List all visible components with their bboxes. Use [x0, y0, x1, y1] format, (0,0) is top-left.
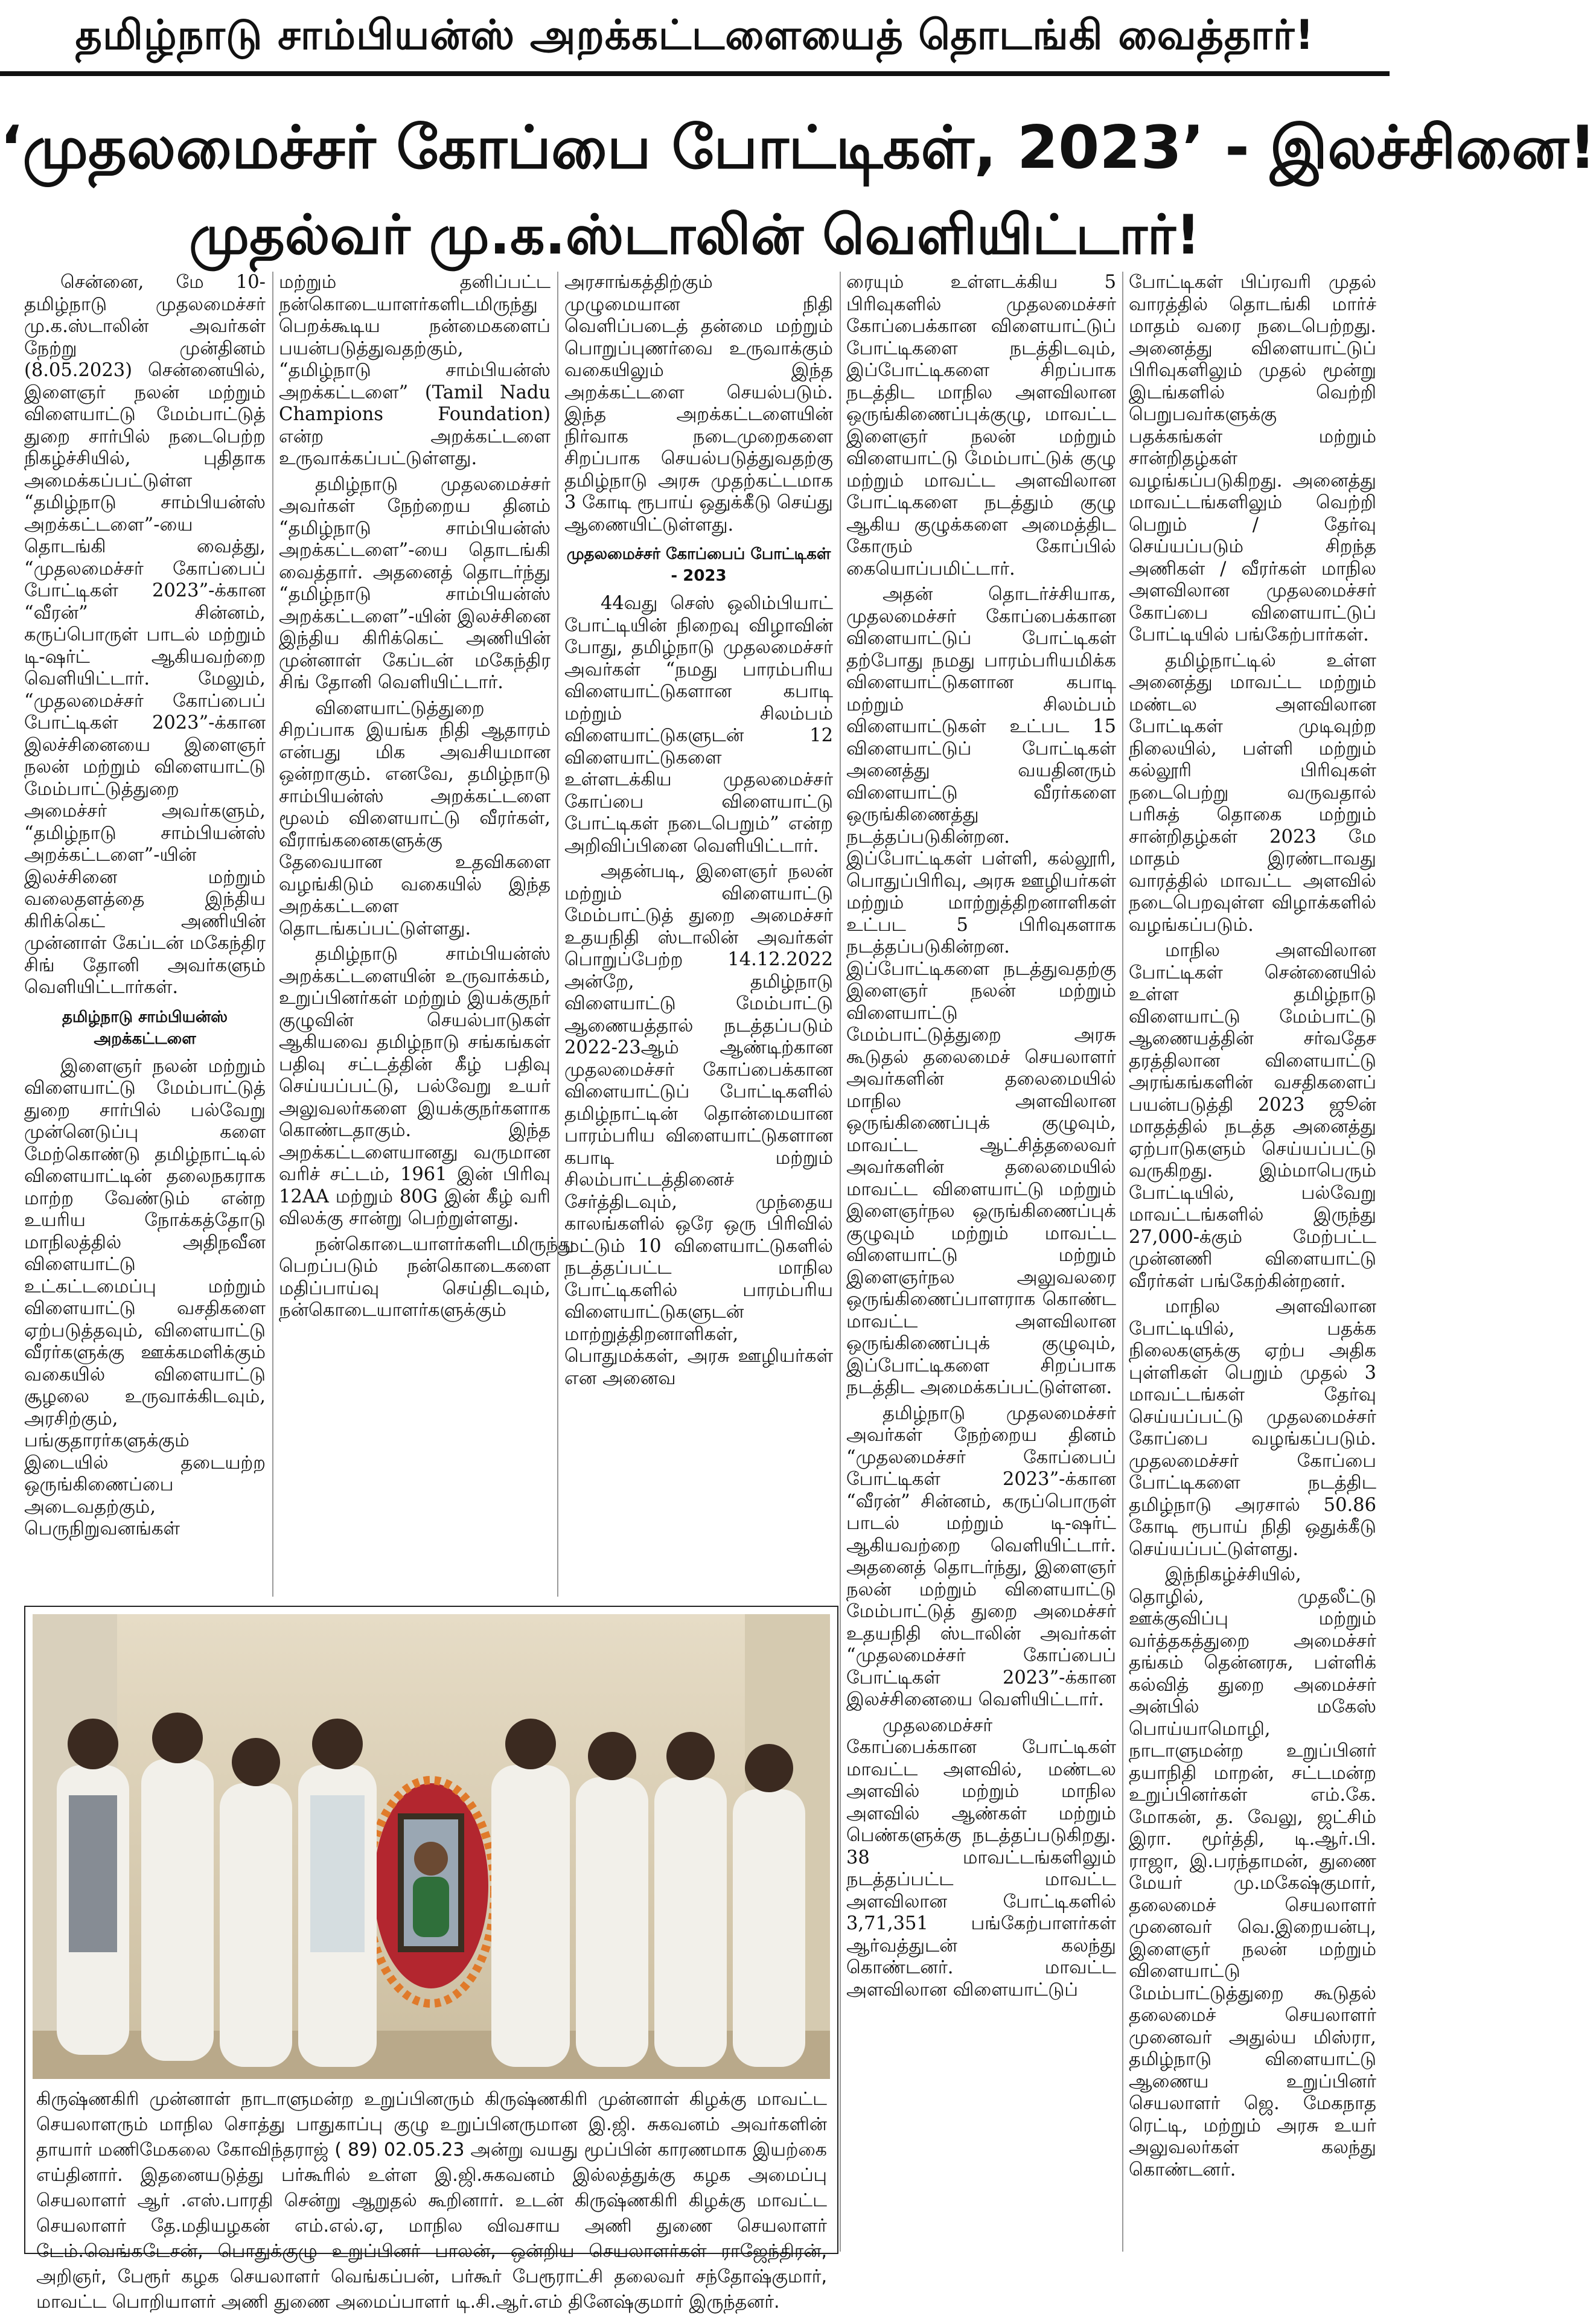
article-paragraph: நன்கொடையாளர்களிடமிருந்து பெறப்படும் நன்கொடைகளை மதிப்பாய்வு செய்திடவும், நன்கொடையாளர்களுக்கும் — [279, 1233, 574, 1321]
kicker-underline — [0, 71, 1390, 76]
main-headline: ‘முதலமைச்சர் கோப்பை போட்டிகள், 2023’ - இலச்சினை! — [0, 113, 1596, 182]
article-paragraph: அதன்படி, இளைஞர் நலன் மற்றும் விளையாட்டு மேம்பாட்டுத் துறை அமைச்சர் உதயநிதி ஸ்டாலின் அவர்கள் பொறுப்பேற்ற 14.12.2022 அன்றே, தமிழ்நாடு விளையாட்டு மேம்பாட்டு ஆணையத்தால் நடத்தப்படும் 2022-23ஆம் ஆண்டிற்கான முதலமைச்சர் கோப்பைக்கான விளையாட்டுப் போட்டிகளில் தமிழ்நாட்டின் தொன்மையான பாரம்பரிய விளையாட்டுகளான கபாடி மற்றும் சிலம்பாட்டத்தினைச் சேர்த்திடவும், முந்தைய காலங்களில் ஒரே ஒரு பிரிவில் மட்டும் 10 விளையாட்டுகளில் நடத்தப்பட்ட மாநில போட்டிகளில் பாரம்பரிய விளையாட்டுகளுடன் மாற்றுத்திறனாளிகள், பொதுமக்கள், அரசு ஊழியர்கள் என அனைவ — [564, 861, 833, 1389]
column-divider — [840, 272, 841, 2252]
article-paragraph: சென்னை, மே 10- தமிழ்நாடு முதலமைச்சர் மு.க.ஸ்டாலின் அவர்கள் நேற்று முன்தினம் (8.05.2023) சென்னையில், இளைஞர் நலன் மற்றும் விளையாட்டு மேம்பாட்டுத் துறை சார்பில் நடைபெற்ற நிகழ்ச்சியில், புதிதாக அமைக்கப்பட்டுள்ள “தமிழ்நாடு சாம்பியன்ஸ் அறக்கட்டளை”-யை தொடங்கி வைத்து, “முதலமைச்சர் கோப்பைப் போட்டிகள் 2023”-க்கான “வீரன்” சின்னம், கருப்பொருள் பாடல் மற்றும் டி-ஷர்ட் ஆகியவற்றை வெளியிட்டார். மேலும், “முதலமைச்சர் கோப்பைப் போட்டிகள் 2023”-க்கான இலச்சினையை இளைஞர் நலன் மற்றும் விளையாட்டு மேம்பாட்டுத்துறை அமைச்சர் அவர்களும், “தமிழ்நாடு சாம்பியன்ஸ் அறக்கட்டளை”-யின் இலச்சினை மற்றும் வலைதளத்தை இந்திய கிரிக்கெட் அணியின் முன்னாள் கேப்டன் மகேந்திர சிங் தோனி அவர்களும் வெளியிட்டார்கள். — [24, 272, 266, 998]
article-column-4 — [846, 272, 1116, 2252]
article-column-2 — [279, 272, 574, 1597]
article-paragraph: தமிழ்நாடு முதலமைச்சர் அவர்கள் நேற்றைய தினம் “முதலமைச்சர் கோப்பைப் போட்டிகள் 2023”-க்கான “வீரன்” சின்னம், கருப்பொருள் பாடல் மற்றும் டி-ஷர்ட் ஆகியவற்றை வெளியிட்டார். அதனைத் தொடர்ந்து, இளைஞர் நலன் மற்றும் விளையாட்டு மேம்பாட்டுத் துறை அமைச்சர் உதயநிதி ஸ்டாலின் அவர்கள் “முதலமைச்சர் கோப்பைப் போட்டிகள் 2023”-க்கான இலச்சினையை வெளியிட்டார். — [846, 1402, 1116, 1710]
article-paragraph: இளைஞர் நலன் மற்றும் விளையாட்டு மேம்பாட்டுத் துறை சார்பில் பல்வேறு முன்னெடுப்பு களை மேற்கொண்டு தமிழ்நாட்டில் விளையாட்டின் தலைநகராக மாற்ற வேண்டும் என்ற உயரிய நோக்கத்தோடு மாநிலத்தில் அதிநவீன விளையாட்டு உட்கட்டமைப்பு மற்றும் விளையாட்டு வசதிகளை ஏற்படுத்தவும், விளையாட்டு வீரர்களுக்கு ஊக்கமளிக்கும் வகையில் விளையாட்டு சூழலை உருவாக்கிடவும், அரசிற்கும், பங்குதாரர்களுக்கும் இடையில் தடையற்ற ஒருங்கிணைப்பை அடைவதற்கும், பெருநிறுவனங்கள் — [24, 1055, 266, 1539]
article-paragraph: அதன் தொடர்ச்சியாக, முதலமைச்சர் கோப்பைக்கான விளையாட்டுப் போட்டிகள் தற்போது நமது பாரம்பரியமிக்க விளையாட்டுகளான கபாடி மற்றும் சிலம்பம் விளையாட்டுகள் உட்பட 15 விளையாட்டுப் போட்டிகள் அனைத்து வயதினரும் விளையாட்டு வீரர்களை ஒருங்கிணைத்து நடத்தப்படுகின்றன. இப்போட்டிகள் பள்ளி, கல்லூரி, பொதுப்பிரிவு, அரசு ஊழியர்கள் மற்றும் மாற்றுத்திறனாளிகள் உட்பட 5 பிரிவுகளாக நடத்தப்படுகின்றன. இப்போட்டிகளை நடத்துவதற்கு இளைஞர் நலன் மற்றும் விளையாட்டு மேம்பாட்டுத்துறை அரசு கூடுதல் தலைமைச் செயலாளர் அவர்களின் தலைமையில் மாநில அளவிலான ஒருங்கிணைப்புக் குழுவும், மாவட்ட ஆட்சித்தலைவர் அவர்களின் தலைமையில் மாவட்ட விளையாட்டு மற்றும் இளைஞர்நல ஒருங்கிணைப்புக் குழுவும் மற்றும் மாவட்ட விளையாட்டு மற்றும் இளைஞர்நல அலுவலரை ஒருங்கிணைப்பாளராக கொண்ட மாவட்ட அளவிலான ஒருங்கிணைப்புக் குழுவும், இப்போட்டிகளை சிறப்பாக நடத்திட அமைக்கப்பட்டுள்ளன. — [846, 584, 1116, 1398]
article-paragraph: மற்றும் தனிப்பட்ட நன்கொடையாளர்களிடமிருந்து பெறக்கூடிய நன்மைகளைப் பயன்படுத்துவதற்கும், “தமிழ்நாடு சாம்பியன்ஸ் அறக்கட்டளை” (Tamil Nadu Champions Foundation) என்ற அறக்கட்டளை உருவாக்கப்பட்டுள்ளது. — [279, 272, 551, 469]
article-paragraph: மாநில அளவிலான போட்டிகள் சென்னையில் உள்ள தமிழ்நாடு விளையாட்டு மேம்பாட்டு ஆணையத்தின் சர்வதேச தரத்திலான விளையாட்டு அரங்கங்களின் வசதிகளைப் பயன்படுத்தி 2023 ஜூன் மாதத்தில் நடத்த அனைத்து ஏற்பாடுகளும் செய்யப்பட்டு வருகிறது. இம்மாபெரும் போட்டியில், பல்வேறு மாவட்டங்களில் இருந்து 27,000-க்கும் மேற்பட்ட முன்னணி விளையாட்டு வீரர்கள் பங்கேற்கின்றனர். — [1129, 940, 1376, 1292]
article-column-5 — [1129, 272, 1376, 2252]
article-paragraph: இந்நிகழ்ச்சியில், தொழில், முதலீட்டு ஊக்குவிப்பு மற்றும் வர்த்தகத்துறை அமைச்சர் தங்கம் தென்னரசு, பள்ளிக் கல்வித் துறை அமைச்சர் அன்பில் மகேஸ் பொய்யாமொழி, நாடாளுமன்ற உறுப்பினர் தயாநிதி மாறன், சட்டமன்ற உறுப்பினர்கள் எம்.கே. மோகன், த. வேலு, ஜட்சிம் இரா. மூர்த்தி, டி.ஆர்.பி. ராஜா, இ.பரந்தாமன், துணை மேயர் மு.மகேஷ்குமார், தலைமைச் செயலாளர் முனைவர் வெ.இறையன்பு, இளைஞர் நலன் மற்றும் விளையாட்டு மேம்பாட்டுத்துறை கூடுதல் தலைமைச் செயலாளர் முனைவர் அதுல்ய மிஸ்ரா, தமிழ்நாடு விளையாட்டு ஆணைய உறுப்பினர் செயலாளர் ஜெ. மேகநாத ரெட்டி, மற்றும் அரசு உயர் அலுவலர்கள் கலந்து கொண்டனர். — [1129, 1564, 1376, 2180]
framed-portrait — [368, 1780, 494, 2004]
photo-feature-box — [24, 1606, 838, 2313]
article-paragraph: தமிழ்நாடு முதலமைச்சர் அவர்கள் நேற்றைய தினம் “தமிழ்நாடு சாம்பியன்ஸ் அறக்கட்டளை”-யை தொடங்கி வைத்தார். அதனைத் தொடர்ந்து “தமிழ்நாடு சாம்பியன்ஸ் அறக்கட்டளை”-யின் இலச்சினை இந்திய கிரிக்கெட் அணியின் முன்னாள் கேப்டன் மகேந்திர சிங் தோனி வெளியிட்டார். — [279, 473, 551, 693]
column-divider — [1122, 272, 1123, 2252]
article-paragraph: விளையாட்டுத்துறை சிறப்பாக இயங்க நிதி ஆதாரம் என்பது மிக அவசியமான ஒன்றாகும். எனவே, தமிழ்நாடு சாம்பியன்ஸ் அறக்கட்டளை மூலம் விளையாட்டு வீரர்கள், வீராங்கனைகளுக்கு தேவையான உதவிகளை வழங்கிடும் வகையில் இந்த அறக்கட்டளை தொடங்கப்பட்டுள்ளது. — [279, 697, 551, 939]
photo-caption: கிருஷ்ணகிரி முன்னாள் நாடாளுமன்ற உறுப்பினரும் கிருஷ்ணகிரி முன்னாள் கிழக்கு மாவட்ட செயலாளரும் மாநில சொத்து பாதுகாப்பு குழு உறுப்பினருமான இ.ஜி. சுகவனம் அவர்களின் தாயார் மணிமேகலை கோவிந்தராஜ் ( 89) 02.05.23 அன்று வயது மூப்பின் காரணமாக இயற்கை எய்தினார். இதனையடுத்து பர்கூரில் உள்ள இ.ஜி.சுகவனம் இல்லத்துக்கு கழக அமைப்பு செயலாளர் ஆர் .எஸ்.பாரதி சென்று ஆறுதல் கூறினார். உடன் கிருஷ்ணகிரி கிழக்கு மாவட்ட செயலாளர் தே.மதியழகன் எம்.எல்.ஏ, மாநில விவசாய அணி துணை செயலாளர் டேம்.வெங்கடேசன், பொதுக்குழு உறுப்பினர் பாலன், ஒன்றிய செயலாளர்கள் ராஜேந்திரன், அறிஞர், பேரூர் கழக செயலாளர் வெங்கப்பன், பர்கூர் பேரூராட்சி தலைவர் சந்தோஷ்குமார், மாவட்ட பொறியாளர் அணி துணை அமைப்பாளர் டி.சி.ஆர்.எம் தினேஷ்குமார் இருந்தனர். — [36, 2089, 827, 2313]
article-paragraph: மாநில அளவிலான போட்டியில், பதக்க நிலைகளுக்கு ஏற்ப அதிக புள்ளிகள் பெறும் முதல் 3 மாவட்டங்கள் தேர்வு செய்யப்பட்டு முதலமைச்சர் கோப்பை வழங்கப்படும். முதலமைச்சர் கோப்பை போட்டிகளை நடத்திட தமிழ்நாடு அரசால் 50.86 கோடி ரூபாய் நிதி ஒதுக்கீடு செய்யப்பட்டுள்ளது. — [1129, 1296, 1376, 1560]
column-divider — [272, 272, 273, 1597]
sub-headline: முதல்வர் மு.க.ஸ்டாலின் வெளியிட்டார்! — [189, 203, 1201, 267]
article-column-3 — [564, 272, 833, 1597]
article-column-1 — [24, 272, 266, 1597]
article-paragraph: அரசாங்கத்திற்கும் முழுமையான நிதி வெளிப்படைத் தன்மை மற்றும் பொறுப்புணர்வை உருவாக்கும் வகையிலும் இந்த அறக்கட்டளை செயல்படும். இந்த அறக்கட்டளையின் நிர்வாக நடைமுறைகளை சிறப்பாக செயல்படுத்துவதற்கு தமிழ்நாடு அரசு முதற்கட்டமாக 3 கோடி ரூபாய் ஒதுக்கீடு செய்து ஆணையிட்டுள்ளது. — [564, 272, 833, 535]
article-paragraph: முதலமைச்சர் கோப்பைக்கான போட்டிகள் மாவட்ட அளவில், மண்டல அளவில் மற்றும் மாநில அளவில் ஆண்கள் மற்றும் பெண்களுக்கு நடத்தப்படுகிறது. 38 மாவட்டங்களிலும் நடத்தப்பட்ட மாவட்ட அளவிலான போட்டிகளில் 3,71,351 பங்கேற்பாளர்கள் ஆர்வத்துடன் கலந்து கொண்டனர். மாவட்ட அளவிலான விளையாட்டுப் — [846, 1714, 1116, 2000]
article-paragraph: தமிழ்நாடு சாம்பியன்ஸ் அறக்கட்டளையின் உருவாக்கம், உறுப்பினர்கள் மற்றும் இயக்குநர் குழுவின் செயல்பாடுகள் ஆகியவை தமிழ்நாடு சங்கங்கள் பதிவு சட்டத்தின் கீழ் பதிவு செய்யப்பட்டு, பல்வேறு உயர் அலுவலர்களை இயக்குநர்களாக கொண்டதாகும். இந்த அறக்கட்டளையானது வருமான வரிச் சட்டம், 1961 இன் பிரிவு 12AA மற்றும் 80G இன் கீழ் வரி விலக்கு சான்று பெற்றுள்ளது. — [279, 944, 551, 1229]
article-paragraph: தமிழ்நாட்டில் உள்ள அனைத்து மாவட்ட மற்றும் மண்டல அளவிலான போட்டிகள் முடிவுற்ற நிலையில், பள்ளி மற்றும் கல்லூரி பிரிவுகள் நடைபெற்று வருவதால் பரிசுத் தொகை மற்றும் சான்றிதழ்கள் 2023 மே மாதம் இரண்டாவது வாரத்தில் மாவட்ட அளவில் நடைபெறவுள்ள விழாக்களில் வழங்கப்படும். — [1129, 650, 1376, 936]
section-subheading: தமிழ்நாடு சாம்பியன்ஸ் அறக்கட்டளை — [62, 1007, 228, 1048]
article-paragraph: போட்டிகள் பிப்ரவரி முதல் வாரத்தில் தொடங்கி மார்ச் மாதம் வரை நடைபெற்றது. அனைத்து விளையாட்டுப் பிரிவுகளிலும் முதல் மூன்று இடங்களில் வெற்றி பெறுபவர்களுக்கு பதக்கங்கள் மற்றும் சான்றிதழ்கள் வழங்கப்படுகிறது. அனைத்து மாவட்டங்களிலும் வெற்றி பெறும் / தேர்வு செய்யப்படும் சிறந்த அணிகள் / வீரர்கள் மாநில அளவிலான முதலமைச்சர் கோப்பை விளையாட்டுப் போட்டியில் பங்கேற்பார்கள். — [1129, 272, 1376, 645]
article-paragraph: ரையும் உள்ளடக்கிய 5 பிரிவுகளில் முதலமைச்சர் கோப்பைக்கான விளையாட்டுப் போட்டிகளை நடத்திடவும், இப்போட்டிகளை சிறப்பாக நடத்திட மாநில அளவிலான ஒருங்கிணைப்புக்குழு, மாவட்ட இளைஞர் நலன் மற்றும் விளையாட்டு மேம்பாட்டுக் குழு மற்றும் மாவட்ட அளவிலான போட்டிகளை நடத்தும் குழு ஆகிய குழுக்களை அமைத்திட கோரும் கோப்பில் கையொப்பமிட்டார். — [846, 272, 1116, 580]
section-subheading: முதலமைச்சர் கோப்பைப் போட்டிகள் - 2023 — [566, 545, 831, 585]
condolence-photo — [33, 1614, 830, 2079]
column-divider — [557, 272, 558, 1597]
kicker-headline: தமிழ்நாடு சாம்பியன்ஸ் அறக்கட்டளையைத் தொடங்கி வைத்தார்! — [75, 11, 1315, 59]
article-paragraph: 44வது செஸ் ஒலிம்பியாட் போட்டியின் நிறைவு விழாவின் போது, தமிழ்நாடு முதலமைச்சர் அவர்கள் “நமது பாரம்பரிய விளையாட்டுகளான கபாடி மற்றும் சிலம்பம் விளையாட்டுகளுடன் 12 விளையாட்டுகளை உள்ளடக்கிய முதலமைச்சர் கோப்பை விளையாட்டு போட்டிகள் நடைபெறும்” என்ற அறிவிப்பினை வெளியிட்டார். — [564, 593, 833, 857]
